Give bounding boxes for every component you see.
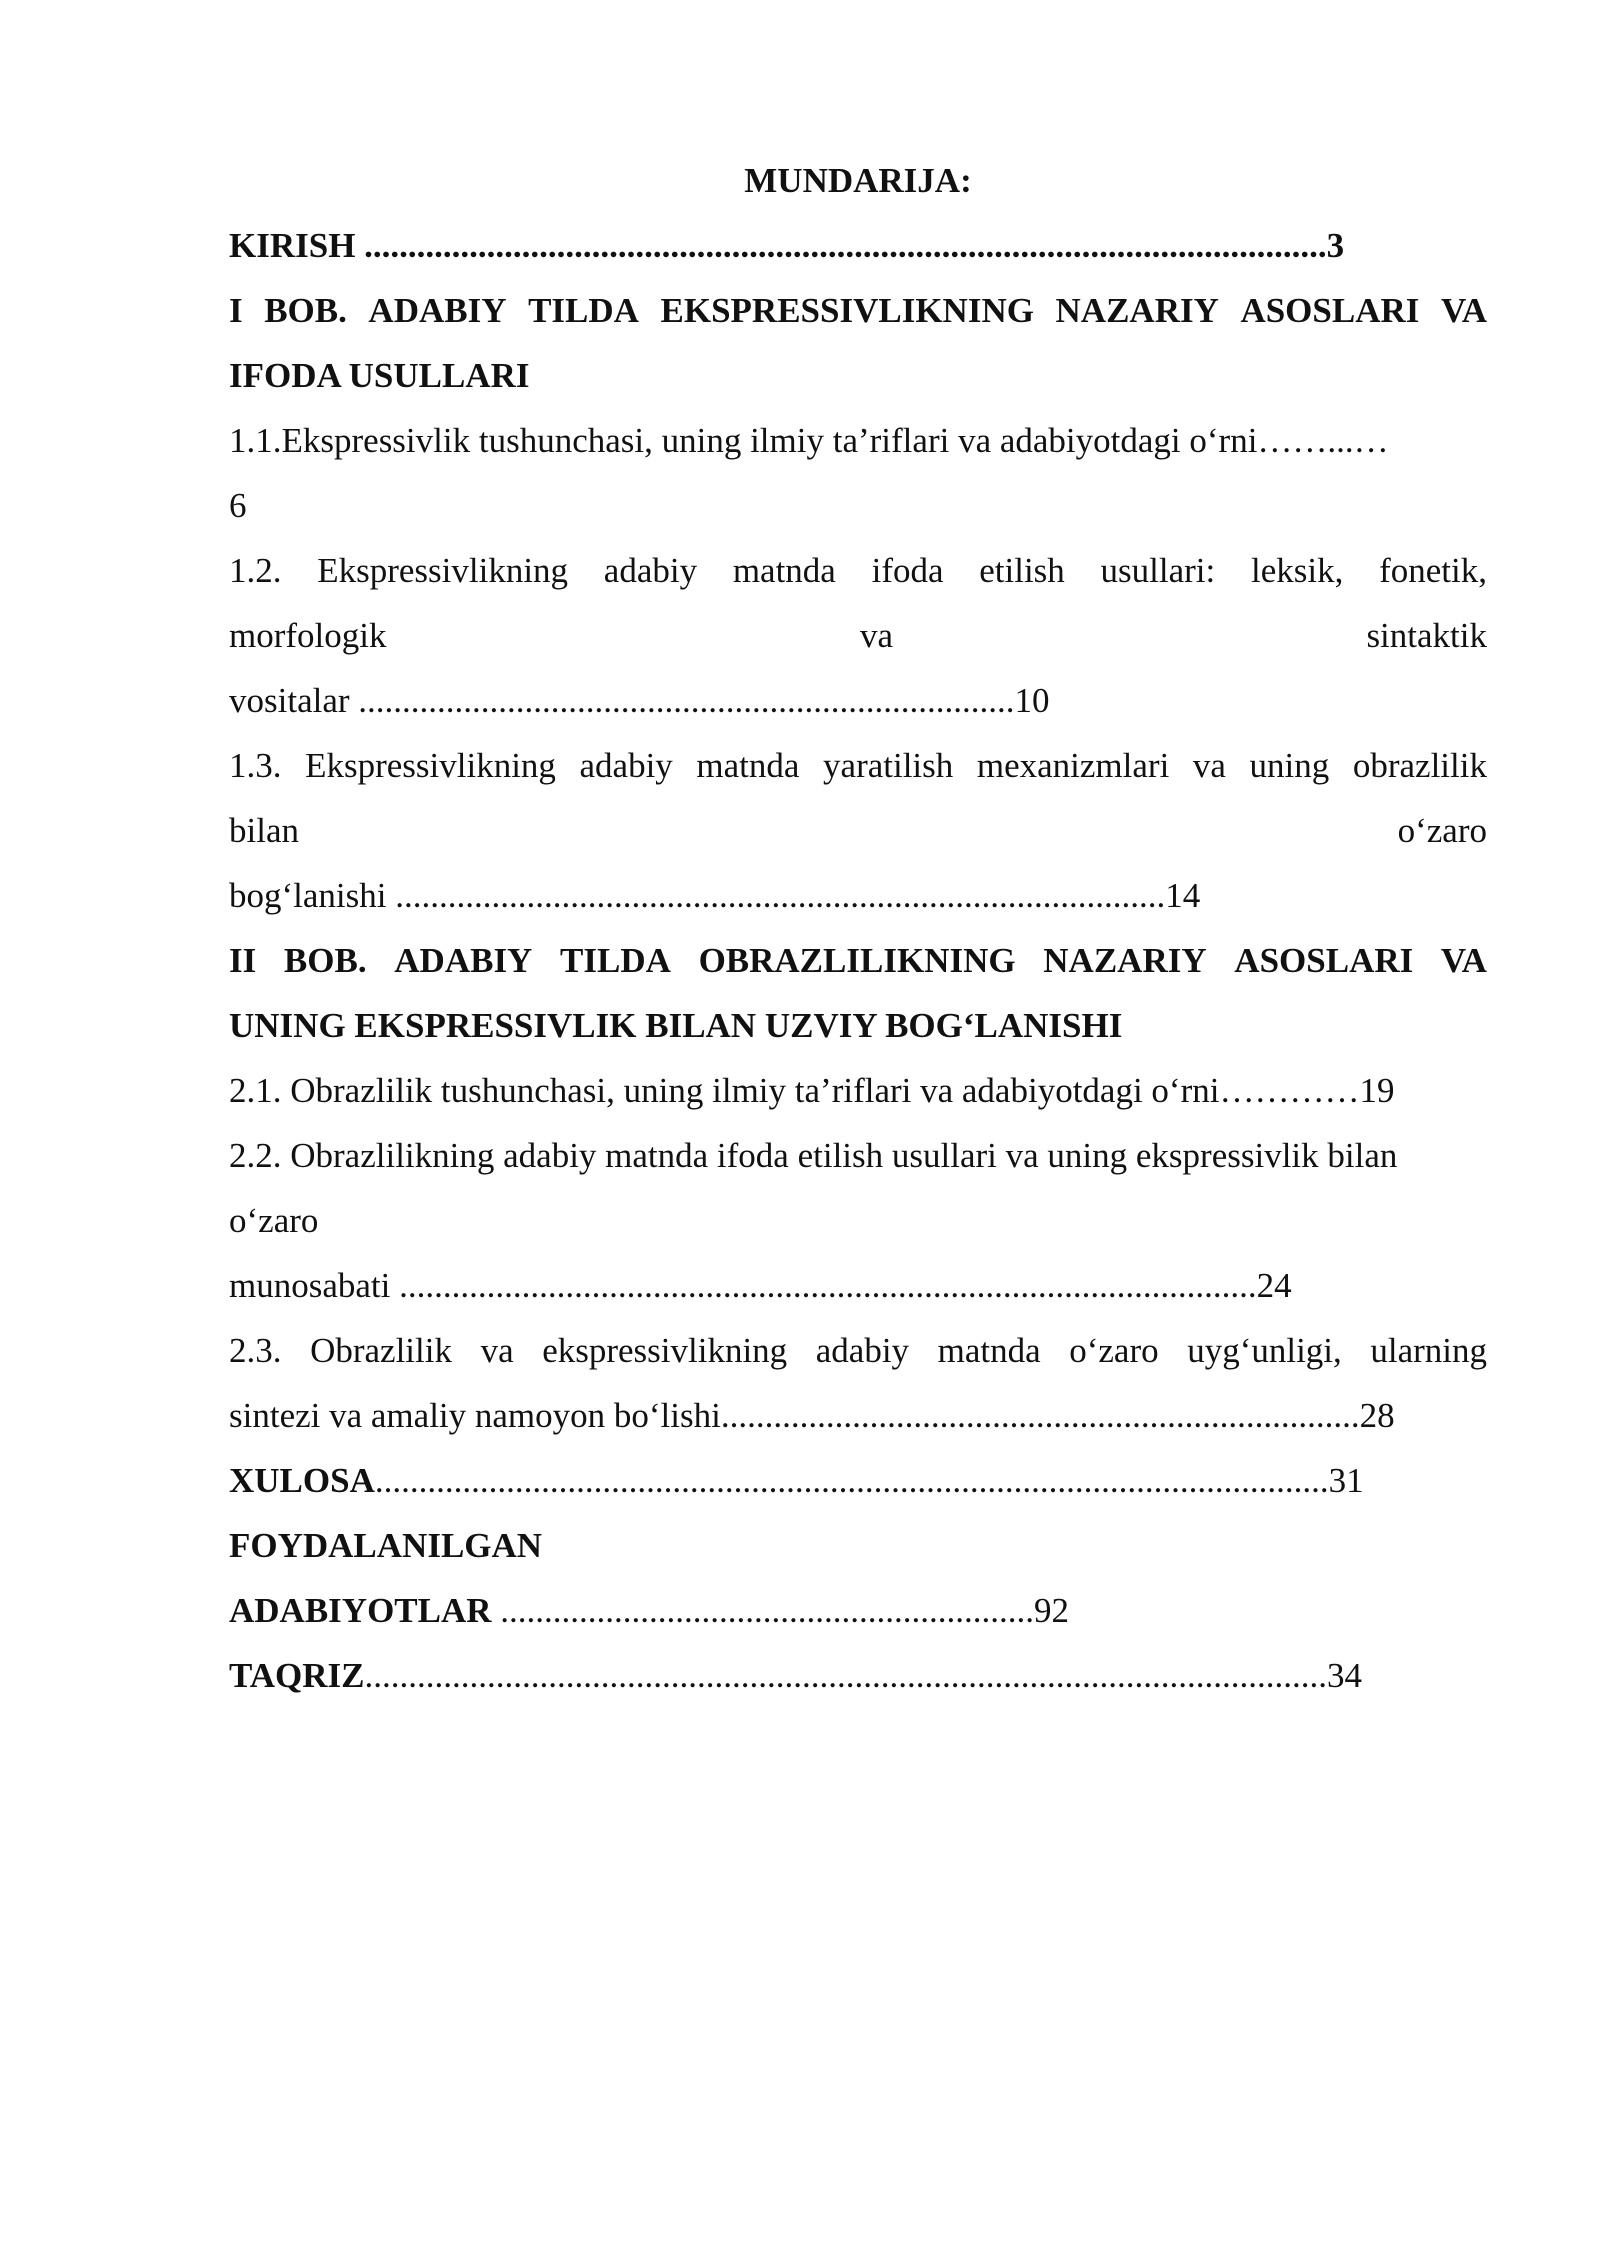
toc-word: OBRAZLILIKNING bbox=[698, 941, 1016, 980]
toc-word: NAZARIY bbox=[1043, 941, 1207, 980]
toc-word: o‘zaro bbox=[1069, 1331, 1159, 1370]
toc-entry-2-2-page: munosabati ..................................................................................................24 bbox=[229, 1266, 1292, 1305]
toc-word: ASOSLARI bbox=[1234, 941, 1414, 980]
toc-entry-2-3 bbox=[229, 1318, 1487, 1383]
toc-chapter-1-title bbox=[229, 278, 1487, 343]
toc-entry-1-3 bbox=[229, 733, 1487, 798]
toc-word: matnda bbox=[696, 746, 800, 785]
toc-word: 1.3. bbox=[229, 746, 282, 785]
taqriz-label: TAQRIZ bbox=[229, 1656, 365, 1695]
toc-entry-1-3-cont bbox=[229, 798, 1487, 863]
toc-word: ifoda bbox=[871, 551, 944, 590]
toc-word: uyg‘unligi, bbox=[1187, 1331, 1342, 1370]
toc-word: II bbox=[229, 941, 257, 980]
toc-word: I bbox=[229, 291, 243, 330]
toc-word: obrazlilik bbox=[1352, 746, 1487, 785]
toc-entry-2-2: 2.2. Obrazlilikning adabiy matnda ifoda etilish usullari va uning ekspressivlik bilan bbox=[229, 1136, 1398, 1175]
toc-word: ADABIY bbox=[368, 291, 507, 330]
toc-entry-xulosa bbox=[229, 1448, 1487, 1513]
toc-word: va bbox=[1192, 746, 1226, 785]
toc-word: TILDA bbox=[560, 941, 671, 980]
toc-entry-2-1: 2.1. Obrazlilik tushunchasi, uning ilmiy ta’riflari va adabiyotdagi o‘rni…………19 bbox=[229, 1071, 1395, 1110]
toc-word: usullari: bbox=[1100, 551, 1216, 590]
toc-word: VA bbox=[1440, 941, 1487, 980]
toc-word: 2.3. bbox=[229, 1331, 282, 1370]
toc-word: 1.2. bbox=[229, 551, 282, 590]
toc-word: Obrazlilik bbox=[310, 1331, 452, 1370]
toc-entry-1-3-page: bog‘lanishi ........................................................................................14 bbox=[229, 876, 1201, 915]
adabiyotlar-label: ADABIYOTLAR bbox=[229, 1591, 492, 1630]
toc-word: mexanizmlari bbox=[976, 746, 1170, 785]
xulosa-label: XULOSA bbox=[229, 1461, 375, 1500]
toc-word: ekspressivlikning bbox=[542, 1331, 788, 1370]
toc-word: adabiy bbox=[579, 746, 673, 785]
toc-word: etilish bbox=[979, 551, 1065, 590]
toc-entry-kirish: KIRISH ..............................................................................................................3 bbox=[229, 226, 1345, 265]
toc-word: adabiy bbox=[815, 1331, 910, 1370]
toc-word: matnda bbox=[937, 1331, 1041, 1370]
toc-entry-1-1: 1.1.Ekspressivlik tushunchasi, uning ilmiy ta’riflari va adabiyotdagi o‘rni……...… bbox=[229, 421, 1389, 460]
toc-word: BOB. bbox=[283, 941, 367, 980]
toc-word: fonetik, bbox=[1379, 551, 1487, 590]
toc-chapter-2-title-cont: UNING EKSPRESSIVLIK BILAN UZVIY BOG‘LANISHI bbox=[229, 1006, 1123, 1045]
toc-entry-1-1-page: 6 bbox=[229, 486, 247, 525]
toc-word: o‘zaro bbox=[1397, 811, 1487, 850]
toc-word: Ekspressivlikning bbox=[317, 551, 569, 590]
toc-entry-adabiyotlar bbox=[229, 1578, 1487, 1643]
toc-word: va bbox=[480, 1331, 514, 1370]
toc-word: Ekspressivlikning bbox=[305, 746, 556, 785]
toc-word: VA bbox=[1440, 291, 1487, 330]
toc-word: bilan bbox=[229, 811, 299, 850]
toc-chapter-2-title bbox=[229, 928, 1487, 993]
toc-entry-foydalanilgan: FOYDALANILGAN bbox=[229, 1526, 543, 1565]
toc-entry-1-2-cont bbox=[229, 603, 1487, 668]
toc-word: morfologik bbox=[229, 616, 387, 655]
toc-chapter-1-title-cont: IFODA USULLARI bbox=[229, 356, 530, 395]
toc-word: ASOSLARI bbox=[1240, 291, 1420, 330]
toc-entry-taqriz bbox=[229, 1643, 1487, 1708]
toc-word: yaratilish bbox=[823, 746, 954, 785]
toc-entry-1-2 bbox=[229, 538, 1487, 603]
toc-word: EKSPRESSIVLIKNING bbox=[660, 291, 1034, 330]
xulosa-leader: .............................................................................................................31 bbox=[374, 1461, 1364, 1500]
toc-word: va bbox=[859, 616, 893, 655]
toc-word: NAZARIY bbox=[1055, 291, 1219, 330]
adabiyotlar-leader: .............................................................92 bbox=[491, 1591, 1070, 1630]
toc-word: ADABIY bbox=[394, 941, 533, 980]
toc-word: matnda bbox=[732, 551, 836, 590]
toc-entry-1-2-page: vositalar ...........................................................................10 bbox=[229, 681, 1050, 720]
toc-word: ularning bbox=[1370, 1331, 1487, 1370]
table-of-contents bbox=[229, 148, 1487, 1708]
toc-word: TILDA bbox=[528, 291, 639, 330]
toc-entry-2-2-cont: o‘zaro bbox=[229, 1201, 319, 1240]
toc-word: leksik, bbox=[1251, 551, 1344, 590]
toc-word: BOB. bbox=[264, 291, 347, 330]
toc-entry-2-3-page: sintezi va amaliy namoyon bo‘lishi.........................................................................28 bbox=[229, 1396, 1395, 1435]
toc-word: uning bbox=[1249, 746, 1330, 785]
taqriz-leader: ..............................................................................................................34 bbox=[364, 1656, 1362, 1695]
toc-word: adabiy bbox=[603, 551, 698, 590]
toc-word: sintaktik bbox=[1366, 616, 1487, 655]
page-title: MUNDARIJA: bbox=[744, 161, 972, 200]
